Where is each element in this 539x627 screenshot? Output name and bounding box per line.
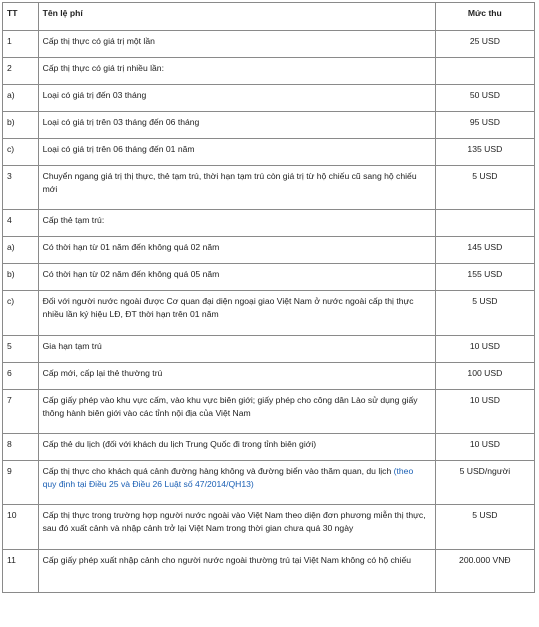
fee-name xyxy=(38,291,435,336)
row-number: a) xyxy=(3,237,39,264)
fee-amount xyxy=(435,58,534,85)
fee-name-text: Cấp thẻ tạm trú: xyxy=(42,215,105,225)
table-row xyxy=(3,336,535,363)
table-row xyxy=(3,461,535,505)
row-number: 7 xyxy=(3,390,39,434)
fee-amount xyxy=(435,210,534,237)
fee-amount: 5 USD xyxy=(435,166,534,210)
row-number: 8 xyxy=(3,434,39,461)
fee-name xyxy=(38,139,435,166)
law-reference-link[interactable]: (theo quy định tại Điều 25 và Điều 26 Luật số 47/2014/QH13) xyxy=(42,466,414,489)
fee-name xyxy=(38,434,435,461)
row-number: 2 xyxy=(3,58,39,85)
row-number: 9 xyxy=(3,461,39,505)
fee-name xyxy=(38,58,435,85)
row-number: b) xyxy=(3,264,39,291)
fee-amount: 5 USD/người xyxy=(435,461,534,505)
row-number: b) xyxy=(3,112,39,139)
fee-table xyxy=(2,2,535,593)
fee-amount: 10 USD xyxy=(435,434,534,461)
fee-name-text: Có thời hạn từ 01 năm đến không quá 02 năm xyxy=(42,242,220,252)
fee-name xyxy=(38,390,435,434)
table-row xyxy=(3,166,535,210)
table-row xyxy=(3,58,535,85)
fee-name-text: Cấp giấy phép vào khu vực cấm, vào khu vực biên giới; giấy phép cho công dân Lào sử dụng giấy thông hành biên giới vào các tỉnh nội địa của Việt Nam xyxy=(42,395,418,418)
row-number: c) xyxy=(3,139,39,166)
table-row xyxy=(3,363,535,390)
fee-amount: 200.000 VNĐ xyxy=(435,550,534,593)
table-header-row xyxy=(3,3,535,31)
row-number: 11 xyxy=(3,550,39,593)
fee-name-text: Cấp thị thực có giá trị nhiều lần: xyxy=(42,63,164,73)
table-row xyxy=(3,434,535,461)
fee-name-text: Loại có giá trị trên 06 tháng đến 01 năm xyxy=(42,144,195,154)
fee-name xyxy=(38,210,435,237)
row-number: 6 xyxy=(3,363,39,390)
fee-name xyxy=(38,550,435,593)
fee-name-text: Cấp thị thực có giá trị một lần xyxy=(42,36,155,46)
row-number: 3 xyxy=(3,166,39,210)
fee-name xyxy=(38,85,435,112)
fee-name-text: Loại có giá trị đến 03 tháng xyxy=(42,90,147,100)
table-row xyxy=(3,237,535,264)
fee-name-text: Chuyển ngang giá trị thị thực, thẻ tạm trú, thời hạn tạm trú còn giá trị từ hộ chiếu cũ sang hộ chiếu mới xyxy=(42,171,417,194)
table-row xyxy=(3,505,535,550)
fee-name-text: Cấp thị thực cho khách quá cảnh đường hàng không và đường biển vào thăm quan, du lịch xyxy=(42,466,394,476)
fee-name xyxy=(38,363,435,390)
fee-amount: 5 USD xyxy=(435,505,534,550)
fee-name xyxy=(38,31,435,58)
fee-name xyxy=(38,336,435,363)
fee-amount: 10 USD xyxy=(435,336,534,363)
fee-name-text: Cấp mới, cấp lại thẻ thường trú xyxy=(42,368,163,378)
fee-name-text: Cấp giấy phép xuất nhập cảnh cho người nước ngoài thường trú tại Việt Nam không có hộ chiếu xyxy=(42,555,412,565)
row-number: 5 xyxy=(3,336,39,363)
table-row xyxy=(3,291,535,336)
row-number: 1 xyxy=(3,31,39,58)
fee-amount: 10 USD xyxy=(435,390,534,434)
fee-amount: 135 USD xyxy=(435,139,534,166)
row-number: 4 xyxy=(3,210,39,237)
fee-amount: 50 USD xyxy=(435,85,534,112)
fee-name-text: Đối với người nước ngoài được Cơ quan đại diện ngoại giao Việt Nam ở nước ngoài cấp thị thực nhiều lần ký hiệu LĐ, ĐT thời hạn trên 01 năm xyxy=(42,296,414,319)
table-row xyxy=(3,85,535,112)
table-row xyxy=(3,112,535,139)
fee-name xyxy=(38,112,435,139)
fee-name-text: Cấp thị thực trong trường hợp người nước ngoài vào Việt Nam theo diện đơn phương miễn thị thực, sau đó xuất cảnh và nhập cảnh trở lại Việt Nam trong thời gian chưa quá 30 ngày xyxy=(42,510,426,533)
fee-amount: 25 USD xyxy=(435,31,534,58)
fee-name xyxy=(38,237,435,264)
fee-name-text: Gia hạn tạm trú xyxy=(42,341,102,351)
fee-amount: 155 USD xyxy=(435,264,534,291)
fee-amount: 145 USD xyxy=(435,237,534,264)
table-row xyxy=(3,390,535,434)
column-header-fee: Mức thu xyxy=(435,3,534,31)
row-number: 10 xyxy=(3,505,39,550)
fee-name-text: Loại có giá trị trên 03 tháng đến 06 tháng xyxy=(42,117,200,127)
table-row xyxy=(3,31,535,58)
fee-name-text: Có thời hạn từ 02 năm đến không quá 05 năm xyxy=(42,269,220,279)
column-header-tt: TT xyxy=(3,3,39,31)
fee-amount: 95 USD xyxy=(435,112,534,139)
table-row xyxy=(3,139,535,166)
fee-amount: 5 USD xyxy=(435,291,534,336)
row-number: a) xyxy=(3,85,39,112)
fee-name xyxy=(38,264,435,291)
table-row xyxy=(3,550,535,593)
row-number: c) xyxy=(3,291,39,336)
fee-name xyxy=(38,166,435,210)
fee-amount: 100 USD xyxy=(435,363,534,390)
table-row xyxy=(3,210,535,237)
table-row xyxy=(3,264,535,291)
fee-name-text: Cấp thẻ du lịch (đối với khách du lịch Trung Quốc đi trong tỉnh biên giới) xyxy=(42,439,317,449)
fee-name xyxy=(38,461,435,505)
column-header-name: Tên lệ phí xyxy=(38,3,435,31)
fee-name xyxy=(38,505,435,550)
